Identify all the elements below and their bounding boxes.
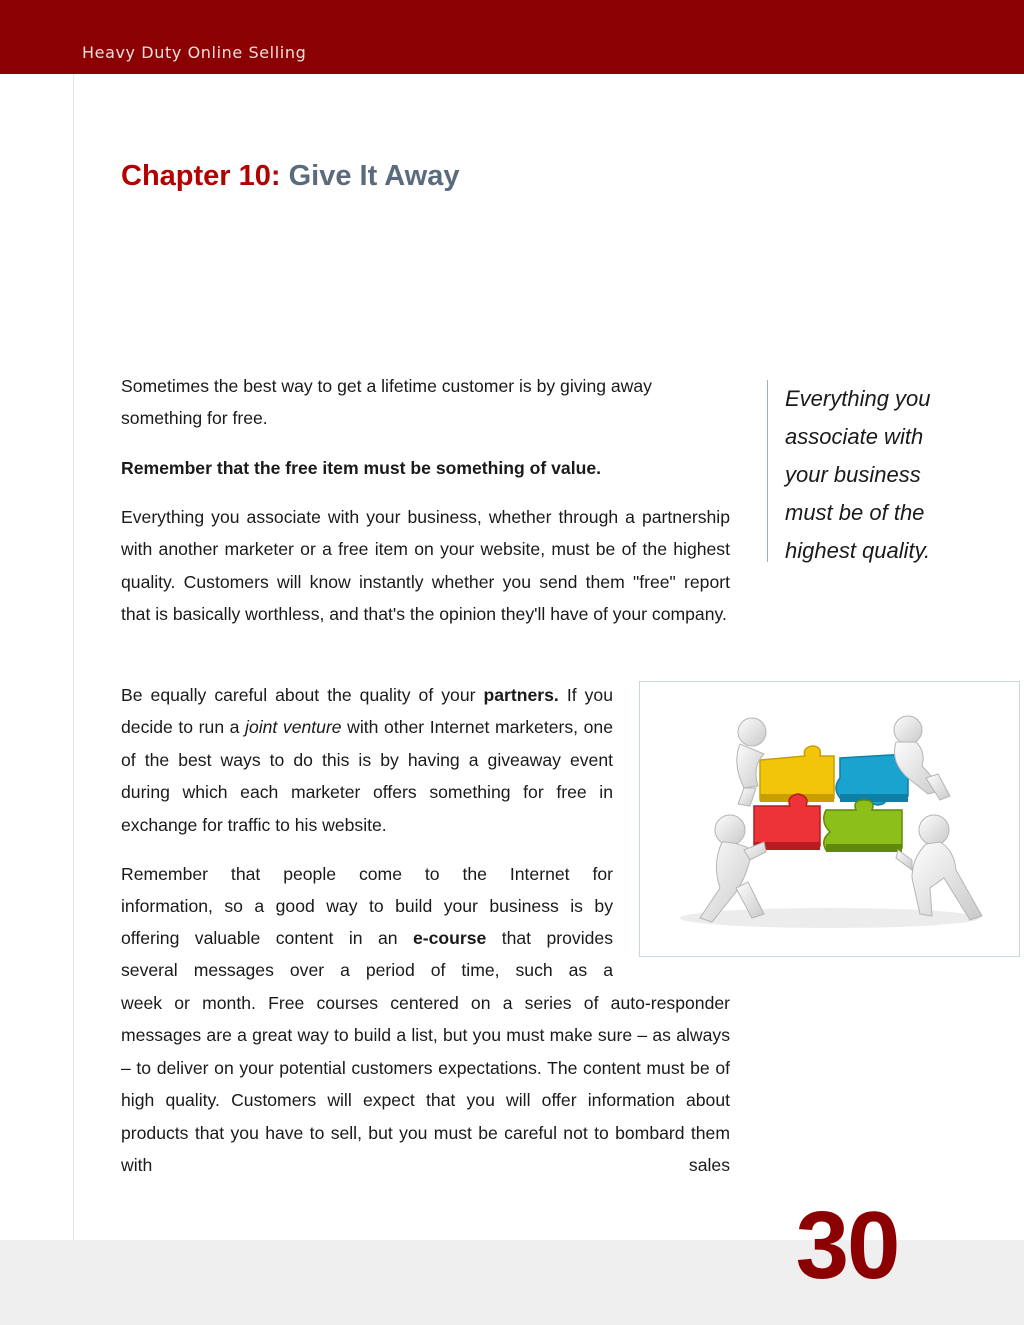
ecourse-text-a: offering valuable content in an <box>121 928 413 948</box>
partners-text-a: Be equally careful about the quality of your <box>121 685 484 705</box>
figure-frame <box>639 681 1020 957</box>
pull-quote <box>767 380 985 562</box>
partners-text-e: with other Internet marketers, one of the best ways to do this is by having a giveaway event during which each marketer offers something for free in exchange for traffic to his website. <box>121 717 613 835</box>
pull-quote-line: Everything you <box>785 386 931 411</box>
partners-keyword: partners. <box>483 685 559 705</box>
margin-rule <box>73 74 74 1240</box>
joint-venture-term: joint venture <box>245 717 342 738</box>
pull-quote-line: must be of the <box>785 500 925 525</box>
chapter-heading <box>121 157 459 195</box>
partners-text-c: If you decide to run a <box>121 685 614 738</box>
figure-person-bottom-right <box>896 815 982 920</box>
ecourse-keyword: e-course <box>412 928 487 948</box>
chapter-name: Give It Away <box>288 160 460 192</box>
paragraph-ecourse-line4: several messages over a period of time, such as a <box>121 960 613 980</box>
chapter-label: Chapter 10: <box>121 160 281 192</box>
paragraph-ecourse-line3 <box>121 922 613 954</box>
header-title: Heavy Duty Online Selling <box>82 43 307 62</box>
paragraph-ecourse-line1: Remember that people come to the Internet for <box>121 864 613 884</box>
page-number: 30 <box>795 1192 899 1299</box>
paragraph-ecourse-rest: week or month. Free courses centered on a series of auto-responder messages are a great way to build a list, but you must make sure – as always – to deliver on your potential customers expectations. The content must be of high quality. Customers will expect that you will offer information about products that you have to sell, but you must be careful not to bombard them with sales <box>121 993 730 1176</box>
paragraph-intro: Sometimes the best way to get a lifetime customer is by giving away something for free. <box>121 376 652 429</box>
page-header <box>0 0 1024 74</box>
paragraph-partners <box>121 679 613 841</box>
pull-quote-line: associate with <box>785 424 924 449</box>
pull-quote-line: your business <box>785 462 921 487</box>
pull-quote-line: highest quality. <box>785 538 931 563</box>
puzzle-teamwork-illustration <box>640 682 1019 956</box>
paragraph-quality: Everything you associate with your business, whether through a partnership with another marketer or a free item on your website, must be of the highest quality. Customers will know instantly whether you send them "free" report that is basically worthless, and that's the opinion they'll have of your company. <box>121 507 730 625</box>
puzzle-piece-green <box>824 800 902 852</box>
paragraph-emphasis: Remember that the free item must be something of value. <box>121 458 602 478</box>
ecourse-text-c: that provides <box>486 928 613 948</box>
paragraph-ecourse-line2: information, so a good way to build your business is by <box>121 896 613 916</box>
